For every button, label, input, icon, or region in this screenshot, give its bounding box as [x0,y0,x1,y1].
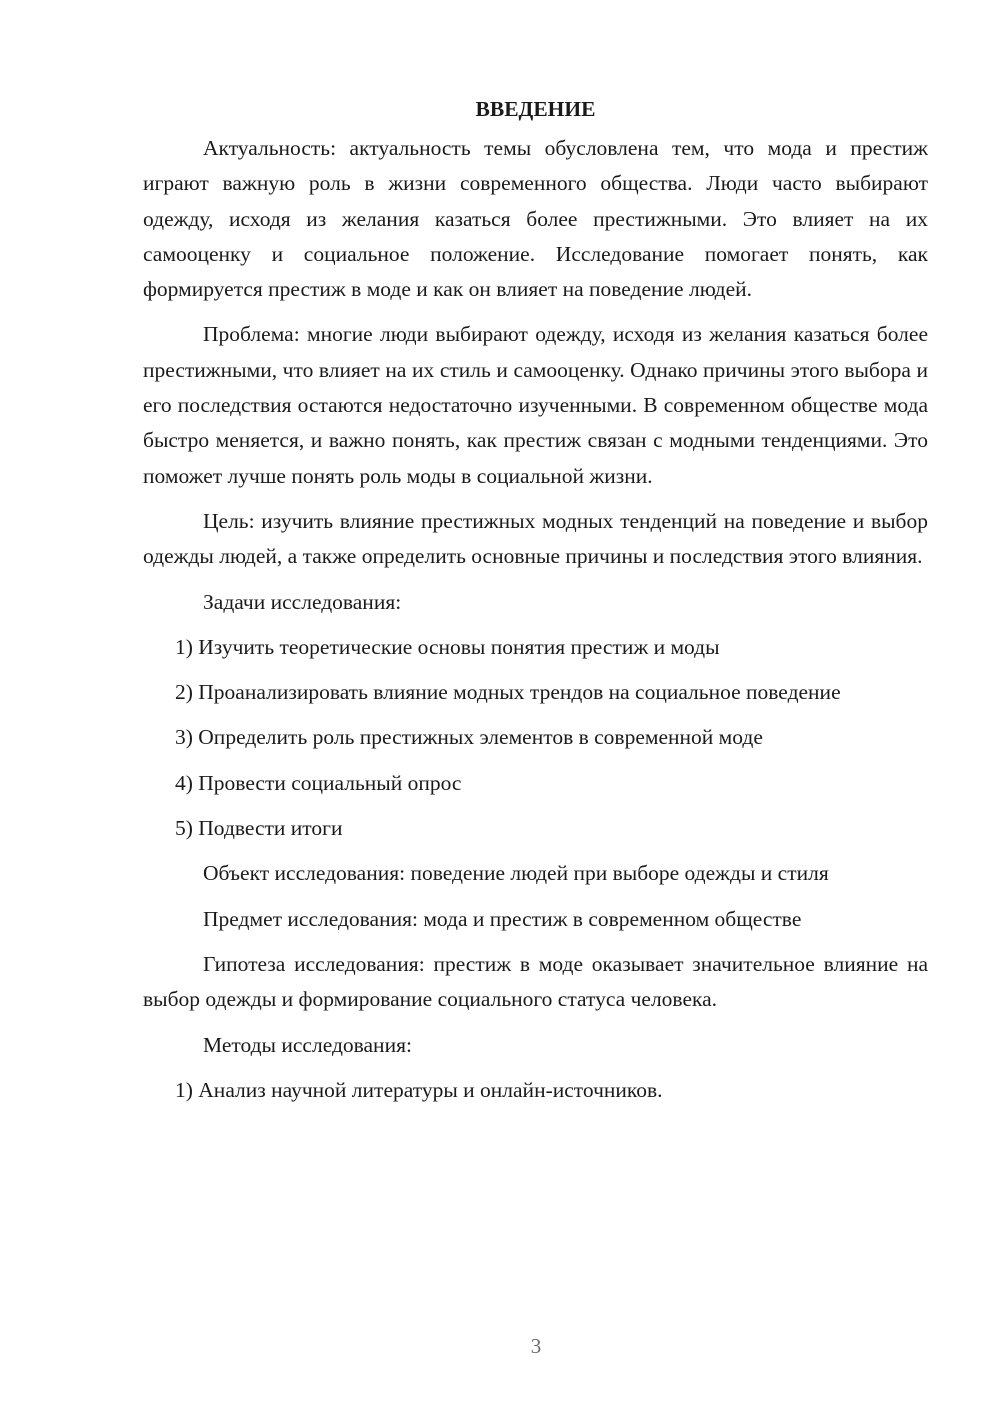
hypothesis-paragraph: Гипотеза исследования: престиж в моде оказывает значительное влияние на выбор одежды и формирование социального статуса человека. [143,951,928,1012]
document-page [143,92,928,1118]
page-number: 3 [530,1334,542,1358]
task-item-3: 3) Определить роль престижных элементов в современной моде [175,725,763,750]
task-item-1: 1) Изучить теоретические основы понятия престиж и моды [175,634,720,659]
task-item-2: 2) Проанализировать влияние модных трендов на социальное поведение [175,680,841,705]
problem-paragraph: Проблема: многие люди выбирают одежду, исходя из желания казаться более престижными, что влияет на их стиль и самооценку. Однако причины этого выбора и его последствия остаются недостаточно изученными. В современном обществе мода быстро меняется, и важно понять, как престиж связан с модными тенденциями. Это поможет лучше понять роль моды в социальной жизни. [143,322,928,488]
method-item-1: 1) Анализ научной литературы и онлайн-источников. [175,1077,663,1102]
tasks-heading: Задачи исследования: [203,589,402,614]
task-item-5: 5) Подвести итоги [175,816,343,841]
relevance-paragraph: Актуальность: актуальность темы обусловлена тем, что мода и престиж играют важную роль в жизни современного общества. Люди часто выбирают одежду, исходя из желания казаться более престижными. Это влияет на их самооценку и социальное положение. Исследование помогает понять, как формируется престиж в моде и как он влияет на поведение людей. [143,136,928,302]
task-item-4: 4) Провести социальный опрос [175,770,462,795]
page-title: ВВЕДЕНИЕ [475,97,596,121]
subject-paragraph: Предмет исследования: мода и престиж в современном обществе [203,906,802,931]
object-paragraph: Объект исследования: поведение людей при выборе одежды и стиля [203,861,829,886]
methods-heading: Методы исследования: [203,1032,412,1057]
goal-paragraph: Цель: изучить влияние престижных модных тенденций на поведение и выбор одежды людей, а также определить основные причины и последствия этого влияния. [143,508,928,569]
